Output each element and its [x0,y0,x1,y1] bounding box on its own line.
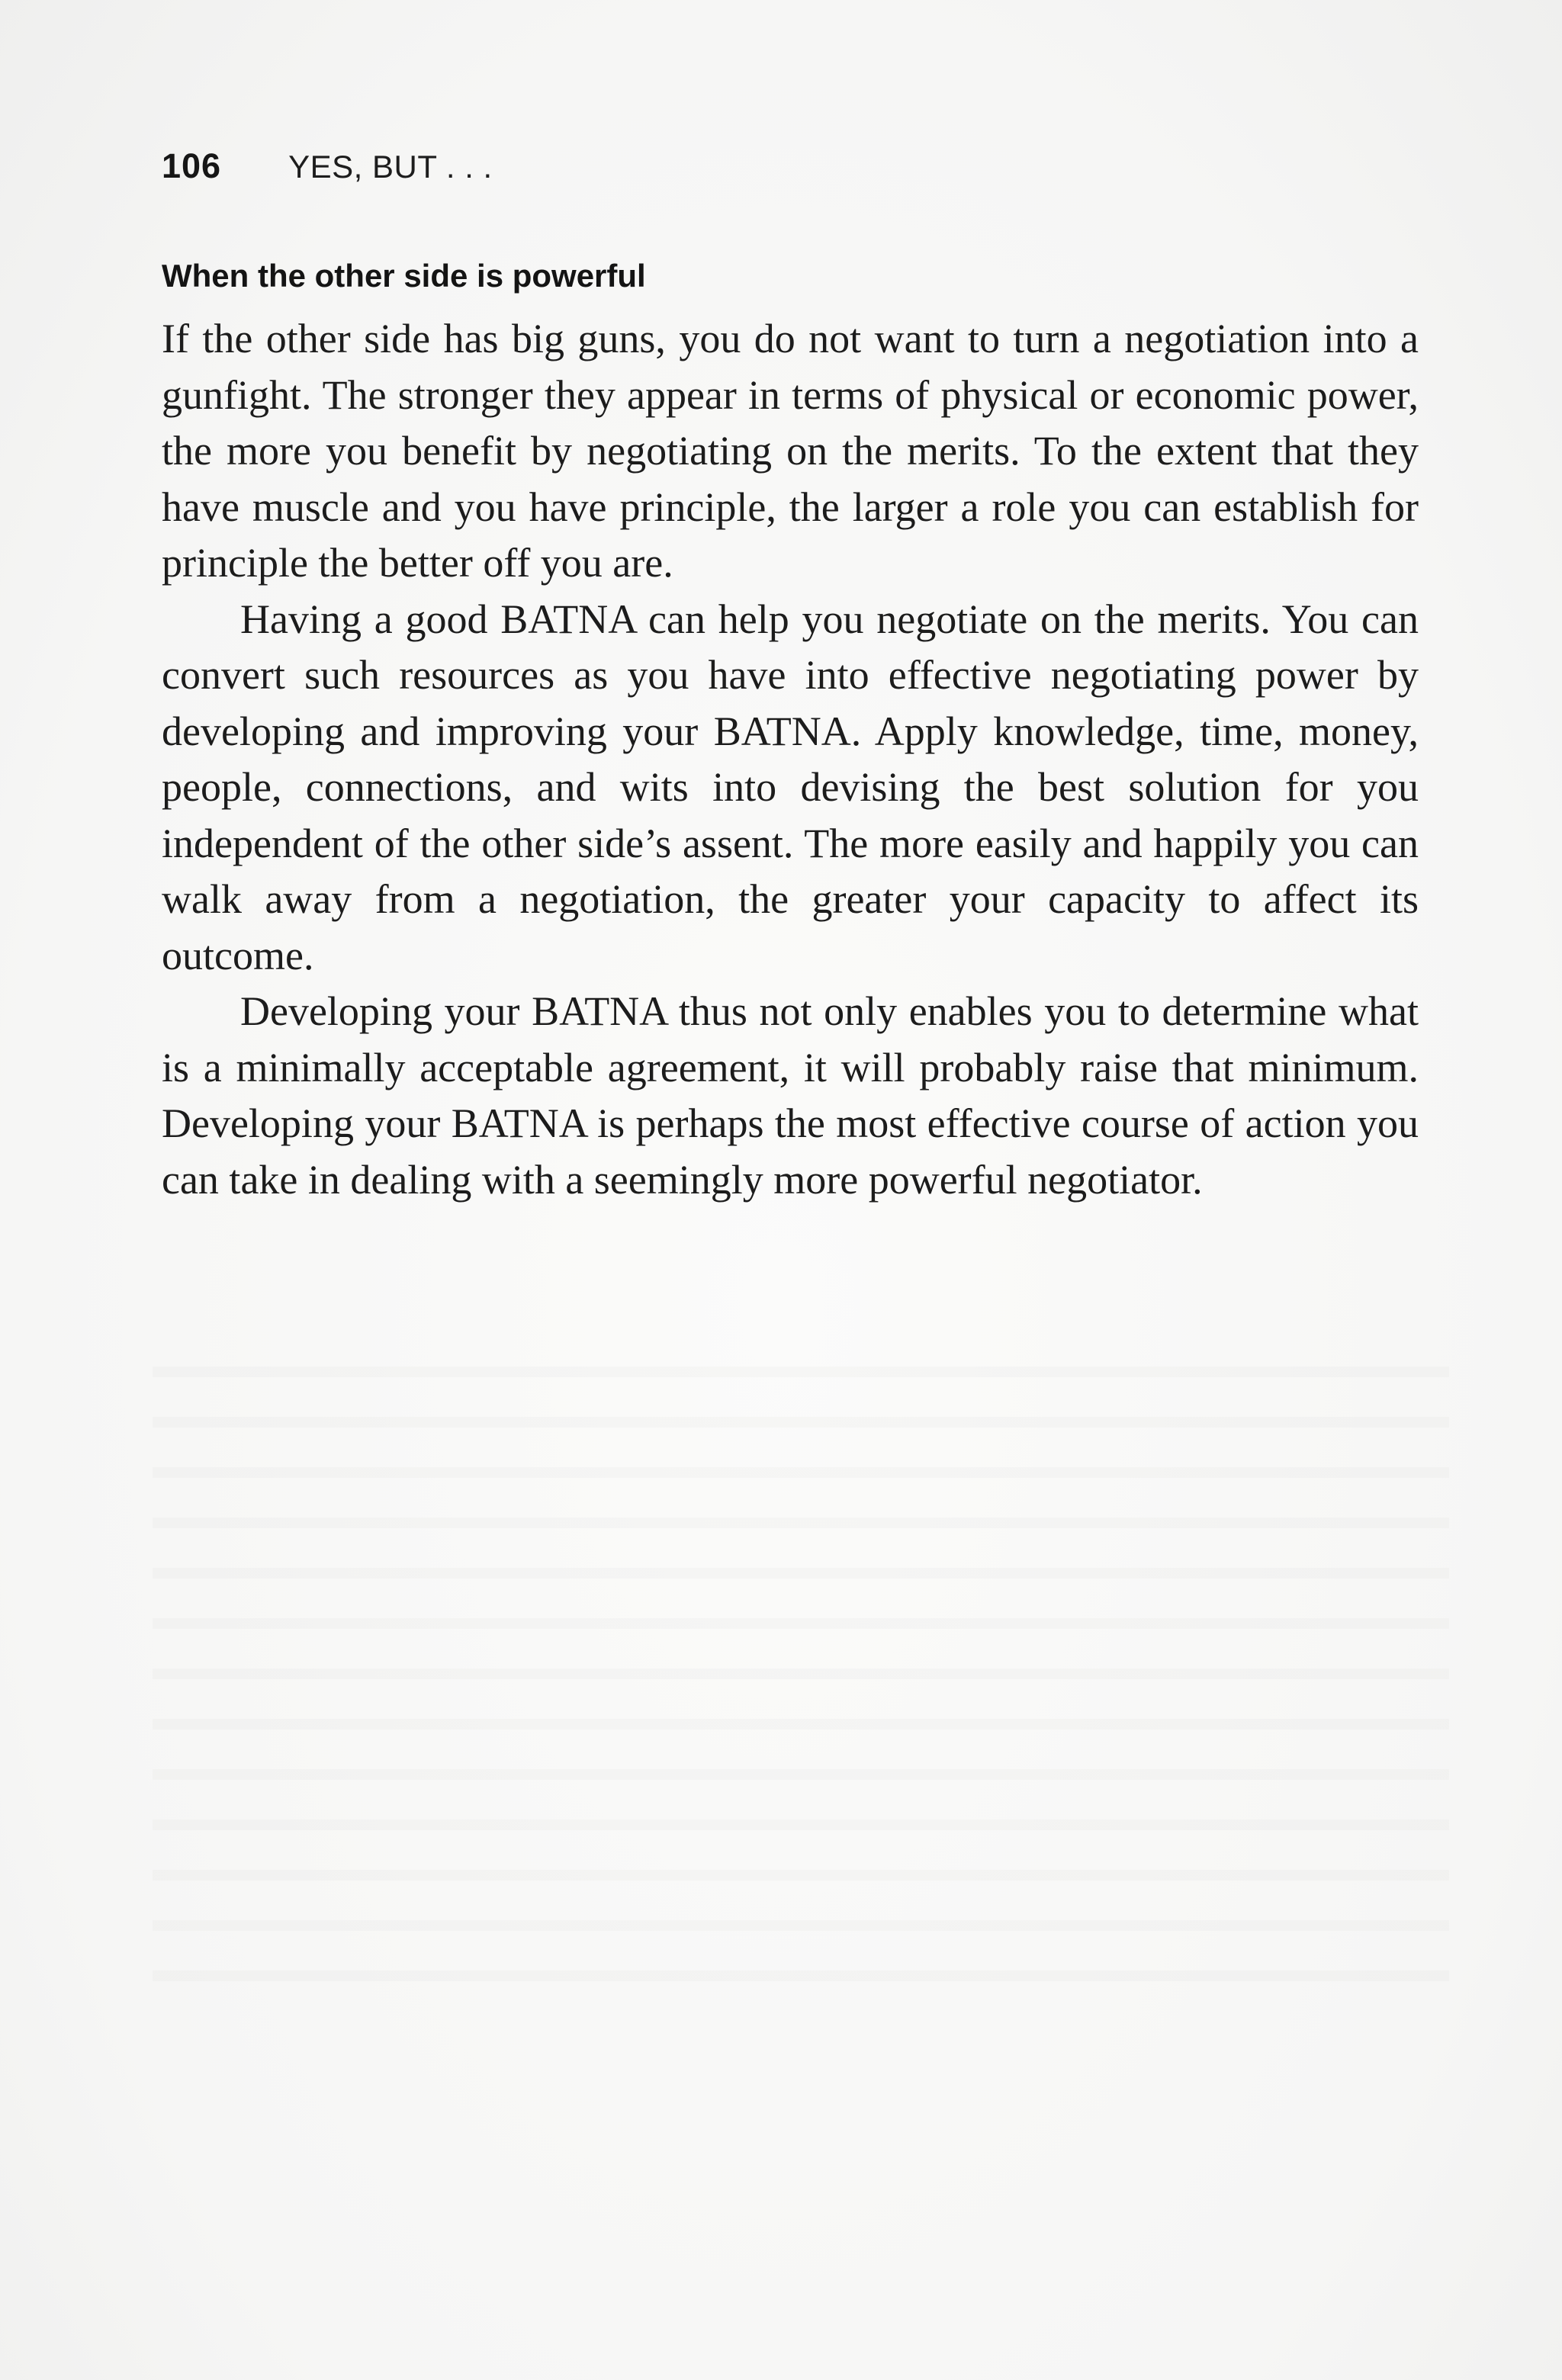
running-title: YES, BUT . . . [288,149,493,185]
page-number: 106 [162,146,222,185]
paragraph-1: If the other side has big guns, you do not want to turn a negotiation into a gunfight. The stronger they appear in terms of physical or economic power, the more you benefit by negotiating on the merits. To the extent that they have muscle and you have principle, the larger a role you can establish for principle the better off you are. [162,316,1419,586]
body-text [162,311,1419,1208]
paragraph-3: Developing your BATNA thus not only enables you to determine what is a minimally acceptable agreement, it will probably raise that minimum. Developing your BATNA is perhaps the most effective course of action you can take in dealing with a seemingly more powerful negotiator. [162,988,1419,1203]
paragraph-2: Having a good BATNA can help you negotiate on the merits. You can convert such resources as you have into effective negotiating power by developing and improving your BATNA. Apply knowledge, time, money, people, connections, and wits into devising the best solution for you independent of the other side’s assent. The more easily and happily you can walk away from a negotiation, the greater your capacity to affect its outcome. [162,596,1419,978]
bleed-through-texture [153,1327,1449,2013]
running-head [162,146,493,200]
section-heading: When the other side is powerful [162,258,646,294]
